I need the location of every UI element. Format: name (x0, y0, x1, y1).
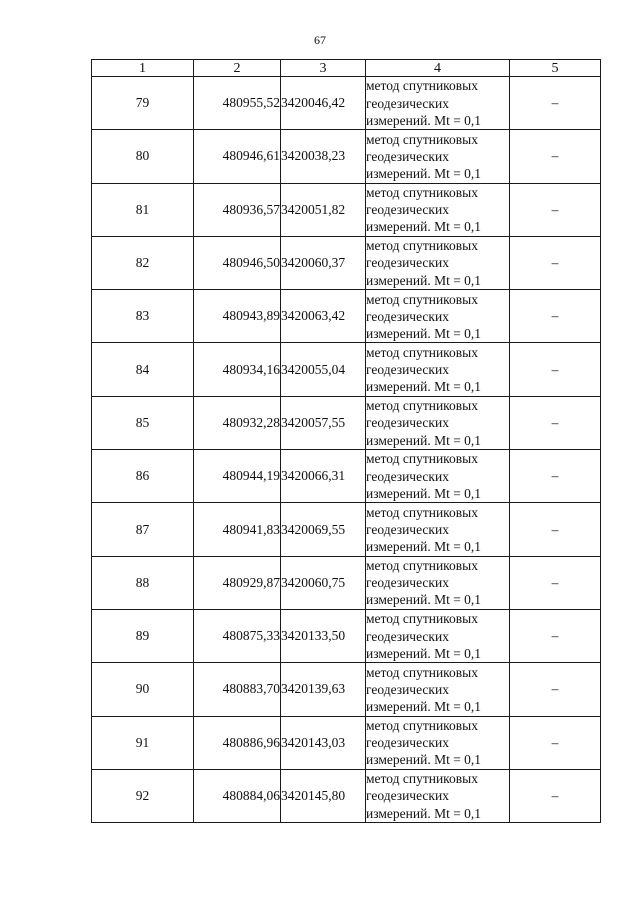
method-line-1: метод спутниковых (366, 771, 478, 787)
method-line-3: измерений. Mt = 0,1 (366, 645, 482, 661)
coordinate-x: 480929,87 (194, 556, 281, 609)
coordinate-y: 3420046,42 (281, 77, 366, 130)
method-line-3: измерений. Mt = 0,1 (366, 432, 482, 448)
method-line-3: измерений. Mt = 0,1 (366, 539, 482, 555)
coordinate-x: 480875,33 (194, 609, 281, 662)
method-line-3: измерений. Mt = 0,1 (366, 485, 482, 501)
method-line-2: геодезических (366, 415, 449, 431)
point-number: 80 (92, 130, 194, 183)
point-number: 86 (92, 450, 194, 503)
coordinate-y: 3420055,04 (281, 343, 366, 396)
coordinate-y: 3420063,42 (281, 290, 366, 343)
method-description (366, 716, 510, 769)
header-col-5: 5 (510, 60, 601, 77)
description-dash: – (510, 609, 601, 662)
description-dash: – (510, 716, 601, 769)
method-line-3: измерений. Mt = 0,1 (366, 166, 482, 182)
table-row (92, 290, 601, 343)
table-row (92, 77, 601, 130)
description-dash: – (510, 450, 601, 503)
point-number: 84 (92, 343, 194, 396)
method-line-3: измерений. Mt = 0,1 (366, 379, 482, 395)
method-line-1: метод спутниковых (366, 611, 478, 627)
coordinate-y: 3420069,55 (281, 503, 366, 556)
point-number: 89 (92, 609, 194, 662)
coordinate-x: 480934,16 (194, 343, 281, 396)
coordinate-y: 3420051,82 (281, 183, 366, 236)
description-dash: – (510, 236, 601, 289)
method-description (366, 77, 510, 130)
description-dash: – (510, 769, 601, 822)
method-line-1: метод спутниковых (366, 717, 478, 733)
point-number: 91 (92, 716, 194, 769)
coordinate-y: 3420145,80 (281, 769, 366, 822)
method-line-2: геодезических (366, 628, 449, 644)
description-dash: – (510, 183, 601, 236)
method-description (366, 343, 510, 396)
method-description (366, 556, 510, 609)
description-dash: – (510, 77, 601, 130)
header-col-1: 1 (92, 60, 194, 77)
header-row (92, 60, 601, 77)
method-description (366, 769, 510, 822)
method-line-1: метод спутниковых (366, 184, 478, 200)
method-line-3: измерений. Mt = 0,1 (366, 112, 482, 128)
coordinate-y: 3420060,37 (281, 236, 366, 289)
method-description (366, 183, 510, 236)
method-line-1: метод спутниковых (366, 451, 478, 467)
method-description (366, 503, 510, 556)
method-line-2: геодезических (366, 681, 449, 697)
header-col-3: 3 (281, 60, 366, 77)
method-line-2: геодезических (366, 788, 449, 804)
description-dash: – (510, 663, 601, 716)
method-line-1: метод спутниковых (366, 398, 478, 414)
description-dash: – (510, 503, 601, 556)
coordinate-y: 3420133,50 (281, 609, 366, 662)
coordinate-x: 480886,96 (194, 716, 281, 769)
method-line-1: метод спутниковых (366, 344, 478, 360)
coordinate-y: 3420038,23 (281, 130, 366, 183)
method-description (366, 450, 510, 503)
method-line-1: метод спутниковых (366, 558, 478, 574)
table-row (92, 130, 601, 183)
method-line-3: измерений. Mt = 0,1 (366, 805, 482, 821)
page-number: 67 (314, 33, 326, 47)
method-line-1: метод спутниковых (366, 291, 478, 307)
table-row (92, 236, 601, 289)
coordinate-x: 480944,19 (194, 450, 281, 503)
method-line-1: метод спутниковых (366, 238, 478, 254)
method-line-2: геодезических (366, 735, 449, 751)
method-line-1: метод спутниковых (366, 504, 478, 520)
coordinate-x: 480884,06 (194, 769, 281, 822)
table-row (92, 183, 601, 236)
table-row (92, 609, 601, 662)
table-row (92, 450, 601, 503)
method-line-2: геодезических (366, 575, 449, 591)
method-line-2: геодезических (366, 148, 449, 164)
table-header (92, 60, 601, 77)
method-line-3: измерений. Mt = 0,1 (366, 592, 482, 608)
method-line-3: измерений. Mt = 0,1 (366, 272, 482, 288)
table-row (92, 663, 601, 716)
method-line-2: геодезических (366, 521, 449, 537)
coordinate-x: 480943,89 (194, 290, 281, 343)
point-number: 82 (92, 236, 194, 289)
coordinate-x: 480936,57 (194, 183, 281, 236)
method-line-1: метод спутниковых (366, 664, 478, 680)
point-number: 85 (92, 396, 194, 449)
table-row (92, 769, 601, 822)
coordinate-y: 3420143,03 (281, 716, 366, 769)
coordinate-y: 3420066,31 (281, 450, 366, 503)
coordinate-x: 480883,70 (194, 663, 281, 716)
header-col-2: 2 (194, 60, 281, 77)
point-number: 90 (92, 663, 194, 716)
table-row (92, 503, 601, 556)
method-description (366, 130, 510, 183)
method-line-3: измерений. Mt = 0,1 (366, 325, 482, 341)
table-row (92, 343, 601, 396)
table-body (92, 77, 601, 823)
coordinate-x: 480932,28 (194, 396, 281, 449)
coordinates-table (91, 59, 601, 823)
table-row (92, 716, 601, 769)
method-line-1: метод спутниковых (366, 131, 478, 147)
description-dash: – (510, 343, 601, 396)
method-description (366, 663, 510, 716)
coordinate-x: 480946,61 (194, 130, 281, 183)
coordinate-y: 3420139,63 (281, 663, 366, 716)
description-dash: – (510, 556, 601, 609)
description-dash: – (510, 130, 601, 183)
point-number: 87 (92, 503, 194, 556)
point-number: 79 (92, 77, 194, 130)
point-number: 81 (92, 183, 194, 236)
method-line-2: геодезических (366, 202, 449, 218)
table-row (92, 396, 601, 449)
coordinate-x: 480946,50 (194, 236, 281, 289)
coordinate-y: 3420057,55 (281, 396, 366, 449)
point-number: 92 (92, 769, 194, 822)
method-line-2: геодезических (366, 308, 449, 324)
method-description (366, 236, 510, 289)
point-number: 83 (92, 290, 194, 343)
method-line-3: измерений. Mt = 0,1 (366, 219, 482, 235)
header-col-4: 4 (366, 60, 510, 77)
method-description (366, 290, 510, 343)
method-line-2: геодезических (366, 468, 449, 484)
method-line-2: геодезических (366, 255, 449, 271)
method-line-2: геодезических (366, 95, 449, 111)
description-dash: – (510, 290, 601, 343)
method-line-2: геодезических (366, 362, 449, 378)
method-description (366, 609, 510, 662)
method-line-3: измерений. Mt = 0,1 (366, 752, 482, 768)
method-line-3: измерений. Mt = 0,1 (366, 699, 482, 715)
coordinate-y: 3420060,75 (281, 556, 366, 609)
table-row (92, 556, 601, 609)
method-line-1: метод спутниковых (366, 78, 478, 94)
coordinate-x: 480955,52 (194, 77, 281, 130)
point-number: 88 (92, 556, 194, 609)
method-description (366, 396, 510, 449)
coordinate-x: 480941,83 (194, 503, 281, 556)
description-dash: – (510, 396, 601, 449)
